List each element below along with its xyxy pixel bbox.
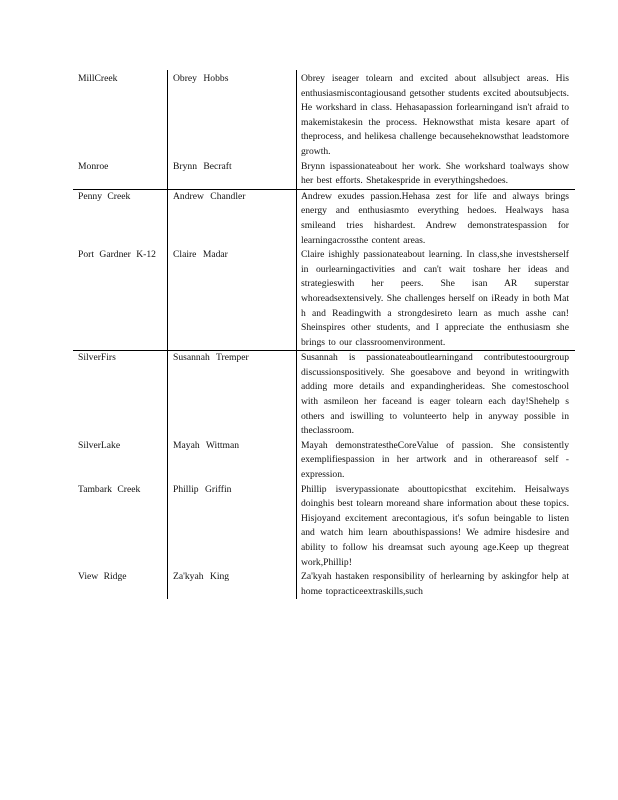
awards-table [73,70,575,599]
table-row [73,350,575,439]
student-name-cell: Claire Madar [167,248,296,350]
description-cell: Claire ishighly passionateabout learning. In class,she investsherself in ourlearningactivities and can't wait toshare her ideas and strategieswith her peers. She isan AR superstar whoreadsextensively. She challenges herself on iReady in both Mat h and Readingwith a strongdesireto learn as much asshe can! Sheinspires other students, and I appreciate the enthusiasm she brings to our classroomenvironment. [296,248,575,350]
table-row [73,160,575,189]
description-cell: Za'kyah hastaken responsibility of herlearning by askingfor help at home topracticeextraskills,such [296,570,575,599]
description-cell: Obrey iseager tolearn and excited about allsubject areas. His enthusiasmiscontagiousand getsother students excited aboutsubjects. He workshard in class. Hehasapassion forlearningand isn't afraid to makemistakesin the process. Heknowsthat mista kesare apart of theprocess, and helikesa challenge becauseheknowsthat leadstomore growth. [296,70,575,160]
table-row [73,248,575,350]
description-cell: Brynn ispassionateabout her work. She workshard toalways show her best efforts. Shetakespride in everythingshedoes. [296,160,575,189]
description-cell: Mayah demonstratestheCoreValue of passion. She consistently exemplifiespassion in her artwork and in otherareasof self -expression. [296,439,575,483]
student-name-cell: Susannah Tremper [167,351,296,439]
school-name-cell: View Ridge [78,571,127,583]
student-name-cell: Obrey Hobbs [167,70,296,160]
table-row [73,439,575,483]
school-name-cell: Penny Creek [78,190,131,202]
student-name-cell: Mayah Wittman [167,439,296,483]
school-name-cell: Monroe [78,160,109,172]
school-name-cell: Tambark Creek [78,483,141,495]
table-body [73,70,575,599]
school-name-cell: SilverFirs [78,352,116,364]
description-cell: Phillip isverypassionate abouttopicsthat excitehim. Heisalways doinghis best tolearn moreand share information about these topics. Hisjoyand excitement arecontagious, it's sofun beingable to listen and watch him learn abouthispassions! We admire hisdesire and ability to follow his dreamsat such ayoung age.Keep up thegreat work,Phillip! [296,483,575,571]
table-row [73,189,575,248]
student-name-cell: Brynn Becraft [167,160,296,189]
table-row [73,483,575,571]
student-name-cell: Andrew Chandler [167,190,296,248]
description-cell: Susannah is passionateaboutlearningand contributestoourgroup discussionspositively. She goesabove and beyond in writingwith adding more details and expandingherideas. She comestoschool with asmileon her faceand is eager tolearn each day!Shehelp s others and iswilling to volunteerto help in anyway possible in theclassroom. [296,351,575,439]
description-cell: Andrew exudes passion.Hehasa zest for life and always brings energy and enthusiasmto everything hedoes. Healways hasa smileand tries hishardest. Andrew demonstratespassion for learningacrossthe content areas. [296,190,575,248]
student-name-cell: Za'kyah King [167,570,296,599]
student-name-cell: Phillip Griffin [167,483,296,571]
table-row [73,70,575,160]
school-name-cell: Port Gardner K-12 [78,249,156,261]
school-name-cell: SilverLake [78,439,121,451]
table-row [73,570,575,599]
school-name-cell: MillCreek [78,73,118,84]
